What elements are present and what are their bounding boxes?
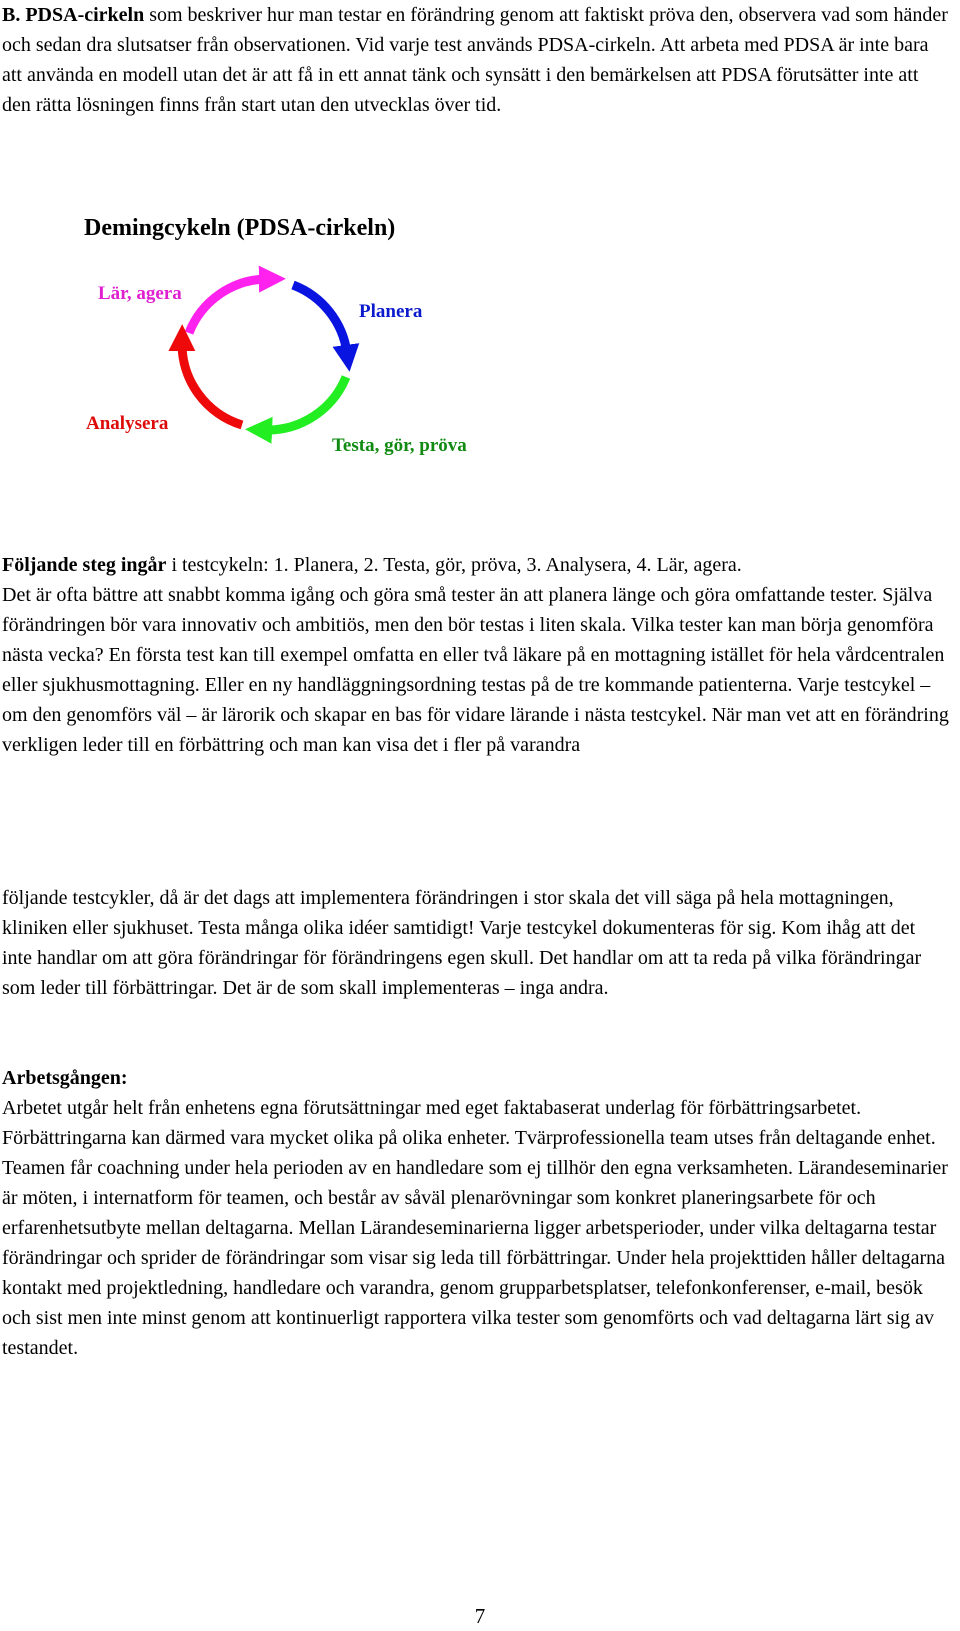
intro-text: som beskriver hur man testar en förändring genom att faktiskt pröva den, observera vad som händer och sedan dra slutsatser från observationen. Vid varje test används PDSA-cirkeln. Att arbeta med PDSA är inte bara att använda en modell utan det är att få in ett annat tänk och synsätt i den bemärkelsen att PDSA förutsätter inte att den rätta lösningen finns från start utan den utvecklas över tid. bbox=[2, 4, 948, 116]
diagram-title: Demingcykeln (PDSA-cirkeln) bbox=[84, 215, 396, 241]
analysera-arrow bbox=[182, 343, 242, 425]
lar-agera-arrow bbox=[189, 279, 267, 333]
arbetsgangen-paragraph-2: Förbättringarna kan därmed vara mycket olika på olika enheter. Tvärprofessionella team utses från deltagande enhet. Teamen får coachning under hela perioden av en handledare som ej tillhör den egna verksamheten. Lärandeseminarier är möten, i internatform för teamen, och består av såväl plenarövningar som konkret planeringsarbete för och erfarenhetsutbyte mellan deltagarna. Mellan Lärandeseminarierna ligger arbetsperioder, under vilka deltagarna testar förändringar och sprider de förändringar som visar sig leda till förbättringar. Under hela projekttiden håller deltagarna kontakt med projektledning, handledare och varandra, genom grupparbetsplatser, telefonkonferenser, e-mail, besök och sist men inte minst genom att kontinuerligt rapportera vilka tester som genomförts och vad deltagarna lärt sig av testandet. bbox=[2, 1127, 948, 1359]
intro-heading: B. PDSA-cirkeln bbox=[2, 4, 145, 26]
arbetsgangen-section bbox=[2, 1063, 950, 1363]
label-testa: Testa, gör, pröva bbox=[332, 435, 467, 456]
steps-text: i testcykeln: 1. Planera, 2. Testa, gör, pröva, 3. Analysera, 4. Lär, agera. bbox=[166, 554, 742, 576]
label-analysera: Analysera bbox=[86, 413, 169, 434]
steps-bold: Följande steg ingår bbox=[2, 554, 167, 576]
steps-paragraph: Det är ofta bättre att snabbt komma igång och göra små tester än att planera länge och göra omfattande tester. Själva förändringen bör vara innovativ och ambitiös, men den bör testas i liten skala. Vilka tester kan man börja genomföra nästa vecka? En första test kan till exempel omfatta en eller två läkare på en mottagning istället för hela vårdcentralen eller sjukhusmottagning. Eller en ny handläggningsordning testas på de tre kommande patienterna. Varje testcykel – om den genomförs väl – är lärorik och skapar en bas för vidare lärande i nästa testcykel. När man vet att en förändring verkligen leder till en förbättring och man kan visa det i fler på varandra bbox=[2, 584, 949, 756]
planera-arrow bbox=[293, 285, 347, 353]
label-lar-agera: Lär, agera bbox=[98, 283, 182, 304]
steps-section bbox=[2, 550, 950, 760]
arbetsgangen-heading: Arbetsgången: bbox=[2, 1067, 128, 1089]
pdsa-diagram bbox=[2, 205, 562, 475]
intro-paragraph bbox=[2, 0, 950, 120]
steps-intro bbox=[2, 550, 950, 580]
arbetsgangen-paragraph-1: Arbetet utgår helt från enhetens egna förutsättningar med eget faktabaserat underlag för förbättringsarbetet. bbox=[2, 1097, 862, 1119]
testa-arrow bbox=[264, 377, 346, 430]
continuation-paragraph: följande testcykler, då är det dags att implementera förändringen i stor skala det vill säga på hela mottagningen, kliniken eller sjukhuset. Testa många olika idéer samtidigt! Varje testcykel dokumenteras för sig. Kom ihåg att det inte handlar om att göra förändringar för förändringens egen skull. Det handlar om att ta reda på vilka förändringar som leder till förbättringar. Det är de som skall implementeras – inga andra. bbox=[2, 887, 922, 999]
page-number: 7 bbox=[474, 1604, 486, 1628]
label-planera: Planera bbox=[359, 301, 423, 322]
